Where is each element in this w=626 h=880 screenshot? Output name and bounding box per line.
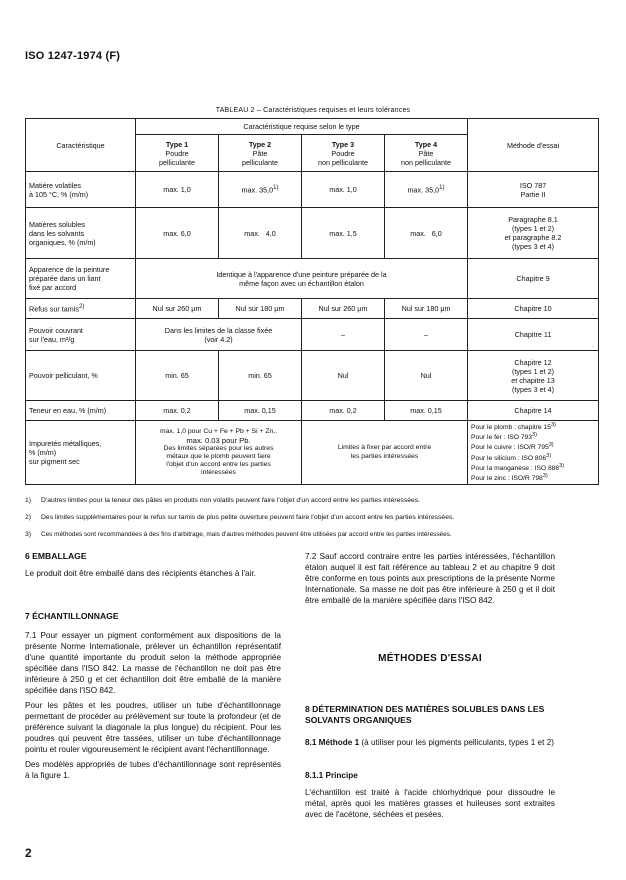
cell: Nul sur 260 μm xyxy=(302,299,385,319)
header-type-4: Type 4 Pâte non pelliculante xyxy=(385,135,468,172)
header-type-1: Type 1 Poudre pelliculante xyxy=(136,135,219,172)
paragraph-7-1b: Pour les pâtes et les poudres, utiliser un tube d'échantillonnage permettant de procéder au prélèvement sur toute la profondeur (et de préférence suivant la diagonale la plus longue) du récipient. Pour les poudres qui peuvent être tassées, utiliser un tube d'échantillonnage pointu et rouler vigoureusement le récipient avant l'échantillonnage. xyxy=(25,701,281,754)
cell: max. 1,0 xyxy=(136,172,219,208)
section-6-title: 6 EMBALLAGE xyxy=(25,551,87,561)
cell: – xyxy=(385,319,468,351)
cell: Nul sur 180 μm xyxy=(219,299,302,319)
heading-8-1-1: 8.1.1 Principe xyxy=(305,771,358,780)
paragraph-8-1-1: L'échantillon est traité à l'acide chlorhydrique pour dissoudre le métal, après quoi les matières grasses et huileuses sont extraites avec de l'acétone, séchées et pesées. xyxy=(305,788,555,819)
method-cell: Chapitre 9 xyxy=(468,259,599,299)
footnote-1: 1) D'autres limites pour la teneur des pâtes en produits non volatils peuvent faire l'objet d'un accord entre les parties intéressées. xyxy=(25,497,421,504)
cell: max. 6,0 xyxy=(136,208,219,259)
header-group: Caractéristique requise selon le type xyxy=(136,119,468,135)
table-row xyxy=(26,421,599,485)
method-cell: Chapitre 11 xyxy=(468,319,599,351)
cell: max. 1,0 xyxy=(302,172,385,208)
footnote-3: 3) Ces méthodes sont recommandées à des fins d'arbitrage, mais d'autres méthodes peuvent être utilisées par accord entre les parties intéressées. xyxy=(25,531,452,538)
cell: max. 0,2 xyxy=(136,401,219,421)
cell: max. 4,0 xyxy=(219,208,302,259)
method-cell: Chapitre 12 (types 1 et 2) et chapitre 13 (types 3 et 4) xyxy=(468,351,599,401)
methods-title: MÉTHODES D'ESSAI xyxy=(378,653,482,664)
cell: max. 0,2 xyxy=(302,401,385,421)
cell: Dans les limites de la classe fixée (voir 4.2) xyxy=(136,319,302,351)
footnote-2: 2) Des limites supplémentaires pour le refus sur tamis de plus petite ouverture peuvent faire l'objet d'un accord entre les parties intéressées. xyxy=(25,514,455,521)
cell: Nul sur 180 μm xyxy=(385,299,468,319)
cell: – xyxy=(302,319,385,351)
header-method: Méthode d'essai xyxy=(468,119,599,172)
paragraph-7-2: 7.2 Sauf accord contraire entre les parties intéressées, l'échantillon étalon auquel il est fait référence au tableau 2 et au chapitre 9 doit être conforme en tous points aux prescriptions de la présente Norme Internationale. Sa masse ne doit pas être inférieure à 250 g et il doit être emballé de la manière spécifiée dans l'ISO 842. xyxy=(305,552,555,605)
paragraph-7-1: 7.1 Pour essayer un pigment conformément aux dispositions de la présente Norme Internationale, prélever un échantillon représentatif d'une quantité importante du produit selon la méthode appropriée spécifiée dans l'ISO 842. La masse de l'échantillon ne doit pas être inférieure à 250 g et cet échantillon doit être emballé de la manière spécifiée dans l'ISO 842. xyxy=(25,631,281,695)
row-label-couvrant: Pouvoir couvrant sur l'eau, m²/g xyxy=(26,319,136,351)
row-label-eau: Teneur en eau, % (m/m) xyxy=(26,401,136,421)
header-type-3: Type 3 Poudre non pelliculante xyxy=(302,135,385,172)
cell: min. 65 xyxy=(136,351,219,401)
document-id: ISO 1247-1974 (F) xyxy=(25,50,121,62)
cell: Nul xyxy=(302,351,385,401)
table-row xyxy=(26,208,599,259)
row-label-impuretes: Impuretés métalliques, % (m/m) sur pigment sec xyxy=(26,421,136,485)
section-8-title: 8 DÉTERMINATION DES MATIÈRES SOLUBLES DANS LES SOLVANTS ORGANIQUES xyxy=(305,704,545,725)
cell: min. 65 xyxy=(219,351,302,401)
cell: max. 0,15 xyxy=(219,401,302,421)
row-label-refus: Refus sur tamis$^{2)}$ xyxy=(26,299,136,319)
paragraph-8-1: 8.1 Méthode 1 (à utiliser pour les pigments pelliculants, types 1 et 2) xyxy=(305,738,554,747)
cell: max. 1,5 xyxy=(302,208,385,259)
header-characteristic: Caractéristique xyxy=(26,119,136,172)
cell: Nul sur 260 μm xyxy=(136,299,219,319)
table-row xyxy=(26,319,599,351)
cell: max. 35,0$^{1)}$ xyxy=(219,172,302,208)
cell: Nul xyxy=(385,351,468,401)
section-6-text: Le produit doit être emballé dans des récipients étanches à l'air. xyxy=(25,569,256,578)
method-cell: Paragraphe 8.1 (types 1 et 2) et paragraphe 8.2 (types 3 et 4) xyxy=(468,208,599,259)
table-row xyxy=(26,299,599,319)
method-cell: Chapitre 10 xyxy=(468,299,599,319)
row-label-solubles: Matières solubles dans les solvants organiques, % (m/m) xyxy=(26,208,136,259)
table-row xyxy=(26,172,599,208)
cell: max. 35,0$^{1)}$ xyxy=(385,172,468,208)
row-label-volatiles: Matière volatiles à 105 °C, % (m/m) xyxy=(26,172,136,208)
table-row xyxy=(26,401,599,421)
page-number: 2 xyxy=(25,846,32,860)
section-7-body xyxy=(25,630,281,781)
characteristics-table xyxy=(25,118,599,485)
row-label-pelliculant: Pouvoir pelliculant, % xyxy=(26,351,136,401)
cell: Limites à fixer par accord entre les parties intéressées xyxy=(302,421,468,485)
cell: max. 6,0 xyxy=(385,208,468,259)
table-caption: TABLEAU 2 – Caractéristiques requises et leurs tolérances xyxy=(215,107,411,114)
cell: max. 1,0 pour Cu + Fe + Pb + Si + Zn,. max. 0.03 pour Pb. Des limites séparées pour les autres métaux que le plomb peuvent faire l'objet d'un accord entre les parties intéressées xyxy=(136,421,302,485)
row-label-apparence: Apparence de la peinture préparée dans un liant fixé par accord xyxy=(26,259,136,299)
method-cell: ISO 787 Partie II xyxy=(468,172,599,208)
table-row xyxy=(26,351,599,401)
method-cell: Chapitre 14 xyxy=(468,401,599,421)
section-7-title: 7 ÉCHANTILLONNAGE xyxy=(25,611,119,621)
table-row xyxy=(26,259,599,299)
method-cell: Pour le plomb : chapitre 15$^{3)}$ Pour le fer : ISO 793$^{3)}$ Pour le cuivre : ISO/R 795$^{3)}$ Pour le silicium : ISO 806$^{3)}$ Pour la manganèse : ISO 886$^{3)}$ Pour le zinc : ISO/R 798$^{3)}$ xyxy=(468,421,599,485)
paragraph-7-1c: Des modèles appropriés de tubes d'échantillonnage sont représentés à la figure 1. xyxy=(25,760,281,780)
header-type-2: Type 2 Pâte pelliculante xyxy=(219,135,302,172)
cell: Identique à l'apparence d'une peinture préparée de la même façon avec un échantillon étalon xyxy=(136,259,468,299)
cell: max. 0,15 xyxy=(385,401,468,421)
